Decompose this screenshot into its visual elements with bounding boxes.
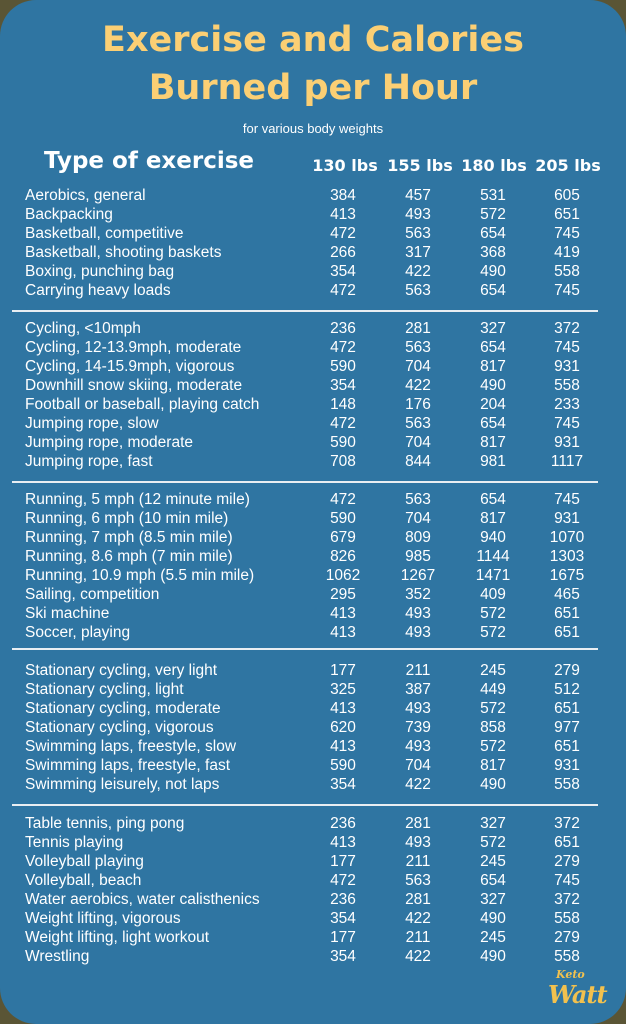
- calorie-value: 985: [405, 548, 431, 566]
- calorie-value: 590: [330, 434, 356, 452]
- calorie-value: 211: [405, 853, 431, 871]
- calorie-value: 422: [405, 776, 431, 794]
- calorie-value: 1303: [549, 548, 585, 566]
- calorie-value: 745: [554, 491, 580, 508]
- table-row: [0, 605, 626, 624]
- calorie-value: 281: [405, 320, 431, 337]
- calorie-value: 413: [330, 624, 356, 642]
- exercise-name: Weight lifting, light workout: [25, 929, 210, 947]
- exercise-name: Football or baseball, playing catch: [25, 396, 260, 414]
- calorie-value: 931: [554, 510, 580, 528]
- calorie-value: 279: [554, 662, 580, 679]
- calorie-value: 493: [405, 605, 431, 623]
- calorie-value: 590: [330, 358, 356, 376]
- section-divider: [12, 648, 598, 650]
- calorie-value: 590: [330, 757, 356, 775]
- calorie-value: 651: [554, 738, 580, 756]
- calorie-value: 493: [405, 700, 431, 718]
- calorie-value: 654: [480, 339, 506, 357]
- exercise-name: Table tennis, ping pong: [25, 815, 185, 832]
- calorie-value: 563: [405, 491, 431, 508]
- calorie-value: 620: [330, 719, 356, 737]
- keto-watt-logo: [546, 968, 606, 1014]
- calorie-value: 372: [554, 320, 580, 337]
- table-row: [0, 815, 626, 834]
- calorie-value: 354: [330, 377, 356, 395]
- calorie-value: 572: [480, 700, 506, 718]
- calorie-value: 844: [405, 453, 431, 471]
- calorie-value: 531: [480, 187, 506, 204]
- calorie-value: 176: [405, 396, 431, 414]
- calorie-value: 931: [554, 757, 580, 775]
- calorie-value: 245: [480, 662, 506, 679]
- calorie-value: 704: [405, 757, 431, 775]
- exercise-name: Cycling, <10mph: [25, 320, 141, 337]
- calorie-value: 654: [480, 491, 506, 508]
- calorie-value: 654: [480, 872, 506, 890]
- table-row: [0, 510, 626, 529]
- exercise-name: Ski machine: [25, 605, 110, 623]
- column-header-130: 130 lbs: [312, 156, 378, 175]
- table-row: [0, 719, 626, 738]
- calorie-value: 572: [480, 624, 506, 642]
- calorie-value: 177: [330, 853, 356, 871]
- calorie-value: 211: [405, 929, 431, 947]
- column-header-180: 180 lbs: [461, 156, 527, 175]
- calorie-value: 236: [330, 815, 356, 832]
- calorie-value: 493: [405, 738, 431, 756]
- calorie-value: 449: [480, 681, 506, 699]
- calorie-value: 745: [554, 339, 580, 357]
- exercise-name: Basketball, shooting baskets: [25, 244, 222, 262]
- calorie-value: 558: [554, 263, 580, 281]
- exercise-name: Stationary cycling, moderate: [25, 700, 221, 718]
- calorie-value: 817: [480, 757, 506, 775]
- calorie-value: 654: [480, 415, 506, 433]
- table-row: [0, 567, 626, 586]
- calorie-value: 572: [480, 206, 506, 224]
- calorie-value: 739: [405, 719, 431, 737]
- calorie-value: 1675: [549, 567, 585, 585]
- calorie-value: 354: [330, 263, 356, 281]
- table-row: [0, 776, 626, 795]
- calorie-value: 211: [405, 662, 431, 679]
- table-row: [0, 548, 626, 567]
- calorie-value: 817: [480, 510, 506, 528]
- table-row: [0, 244, 626, 263]
- exercise-name: Jumping rope, moderate: [25, 434, 194, 452]
- calorie-value: 679: [330, 529, 356, 547]
- calorie-value: 236: [330, 891, 356, 909]
- calorie-value: 563: [405, 415, 431, 433]
- title-line-2: Burned per Hour: [148, 68, 478, 108]
- exercise-name: Water aerobics, water calisthenics: [25, 891, 260, 909]
- exercise-name: Boxing, punching bag: [25, 263, 175, 281]
- table-row: [0, 434, 626, 453]
- calorie-value: 493: [405, 624, 431, 642]
- table-row: [0, 339, 626, 358]
- calorie-value: 387: [405, 681, 431, 699]
- calorie-value: 279: [554, 853, 580, 871]
- exercise-name: Swimming leisurely, not laps: [25, 776, 220, 794]
- calorie-value: 245: [480, 929, 506, 947]
- exercise-name: Swimming laps, freestyle, fast: [25, 757, 231, 775]
- column-header-205: 205 lbs: [535, 156, 601, 175]
- exercise-name: Volleyball, beach: [25, 872, 142, 890]
- table-row: [0, 948, 626, 967]
- calorie-value: 457: [405, 187, 431, 204]
- calorie-value: 704: [405, 434, 431, 452]
- exercise-name: Volleyball playing: [25, 853, 144, 871]
- calorie-value: 1471: [475, 567, 511, 585]
- calorie-value: 981: [480, 453, 506, 471]
- exercise-name: Tennis playing: [25, 834, 124, 852]
- calorie-value: 745: [554, 225, 580, 243]
- table-row: [0, 700, 626, 719]
- calorie-value: 931: [554, 358, 580, 376]
- calorie-value: 372: [554, 815, 580, 832]
- calorie-value: 745: [554, 415, 580, 433]
- logo-line-2: Watt: [548, 980, 607, 1009]
- calorie-value: 490: [480, 377, 506, 395]
- table-row: [0, 358, 626, 377]
- calorie-value: 817: [480, 358, 506, 376]
- calorie-value: 563: [405, 339, 431, 357]
- calorie-value: 858: [480, 719, 506, 737]
- calorie-value: 472: [330, 339, 356, 357]
- table-row: [0, 929, 626, 948]
- table-row: [0, 225, 626, 244]
- section-divider: [12, 804, 598, 806]
- table-row: [0, 206, 626, 225]
- section-divider: [12, 310, 598, 312]
- table-row: [0, 415, 626, 434]
- calorie-value: 422: [405, 910, 431, 928]
- exercise-name: Aerobics, general: [25, 187, 146, 204]
- exercise-name: Running, 5 mph (12 minute mile): [25, 491, 250, 508]
- calorie-value: 493: [405, 834, 431, 852]
- exercise-name: Running, 10.9 mph (5.5 min mile): [25, 567, 255, 585]
- subtitle: for various body weights: [242, 121, 384, 136]
- calorie-value: 651: [554, 834, 580, 852]
- table-row: [0, 910, 626, 929]
- exercise-name: Basketball, competitive: [25, 225, 184, 243]
- calorie-value: 422: [405, 948, 431, 966]
- calorie-value: 233: [554, 396, 580, 414]
- calorie-value: 708: [330, 453, 356, 471]
- calorie-value: 422: [405, 377, 431, 395]
- calorie-value: 295: [330, 586, 356, 604]
- table-row: [0, 586, 626, 605]
- column-header-type: Type of exercise: [44, 148, 255, 174]
- calorie-value: 327: [480, 320, 506, 337]
- exercise-name: Running, 6 mph (10 min mile): [25, 510, 229, 528]
- calorie-value: 422: [405, 263, 431, 281]
- calorie-value: 651: [554, 700, 580, 718]
- calorie-value: 148: [330, 396, 356, 414]
- calorie-value: 826: [330, 548, 356, 566]
- calorie-value: 472: [330, 491, 356, 508]
- calorie-value: 651: [554, 624, 580, 642]
- exercise-name: Soccer, playing: [25, 624, 131, 642]
- calorie-value: 465: [554, 586, 580, 604]
- exercise-name: Stationary cycling, very light: [25, 662, 218, 679]
- title-line-1: Exercise and Calories: [102, 20, 524, 60]
- table-row: [0, 662, 626, 681]
- calorie-value: 266: [330, 244, 356, 262]
- calorie-value: 704: [405, 510, 431, 528]
- calorie-value: 1117: [550, 453, 584, 471]
- calorie-value: 472: [330, 415, 356, 433]
- calorie-value: 352: [405, 586, 431, 604]
- calorie-value: 558: [554, 948, 580, 966]
- calorie-value: 572: [480, 605, 506, 623]
- calorie-value: 384: [330, 187, 356, 204]
- calorie-value: 372: [554, 891, 580, 909]
- table-row: [0, 757, 626, 776]
- calorie-value: 563: [405, 282, 431, 300]
- calorie-value: 245: [480, 853, 506, 871]
- table-row: [0, 282, 626, 301]
- calorie-value: 413: [330, 605, 356, 623]
- table-row: [0, 187, 626, 206]
- calorie-value: 572: [480, 834, 506, 852]
- calorie-value: 572: [480, 738, 506, 756]
- calorie-value: 1267: [400, 567, 436, 585]
- calorie-value: 1144: [476, 548, 510, 566]
- table-row: [0, 453, 626, 472]
- calorie-value: 236: [330, 320, 356, 337]
- calorie-value: 590: [330, 510, 356, 528]
- calorie-value: 704: [405, 358, 431, 376]
- table-row: [0, 738, 626, 757]
- calorie-value: 563: [405, 872, 431, 890]
- calorie-value: 413: [330, 206, 356, 224]
- calorie-value: 419: [554, 244, 580, 262]
- table-row: [0, 853, 626, 872]
- calorie-value: 327: [480, 815, 506, 832]
- table-row: [0, 529, 626, 548]
- calorie-value: 745: [554, 282, 580, 300]
- calorie-value: 558: [554, 377, 580, 395]
- calorie-value: 317: [405, 244, 431, 262]
- calorie-value: 654: [480, 282, 506, 300]
- calorie-value: 472: [330, 282, 356, 300]
- calorie-value: 354: [330, 776, 356, 794]
- calorie-value: 472: [330, 872, 356, 890]
- exercise-name: Backpacking: [25, 206, 113, 224]
- calorie-value: 651: [554, 605, 580, 623]
- calorie-value: 931: [554, 434, 580, 452]
- calorie-value: 817: [480, 434, 506, 452]
- calorie-value: 279: [554, 929, 580, 947]
- calorie-value: 177: [330, 662, 356, 679]
- calorie-value: 490: [480, 948, 506, 966]
- exercise-name: Running, 7 mph (8.5 min mile): [25, 529, 233, 547]
- logo-line-1: Keto: [556, 968, 585, 981]
- exercise-name: Wrestling: [25, 948, 90, 966]
- table-row: [0, 320, 626, 339]
- table-row: [0, 891, 626, 910]
- calorie-value: 654: [480, 225, 506, 243]
- exercise-name: Jumping rope, fast: [25, 453, 153, 471]
- calorie-value: 413: [330, 834, 356, 852]
- table-row: [0, 834, 626, 853]
- calorie-value: 490: [480, 776, 506, 794]
- exercise-name: Swimming laps, freestyle, slow: [25, 738, 237, 756]
- table-row: [0, 872, 626, 891]
- calorie-value: 281: [405, 891, 431, 909]
- table-row: [0, 681, 626, 700]
- calorie-value: 558: [554, 910, 580, 928]
- calorie-value: 413: [330, 700, 356, 718]
- calorie-value: 472: [330, 225, 356, 243]
- exercise-name: Weight lifting, vigorous: [25, 910, 181, 928]
- calorie-value: 651: [554, 206, 580, 224]
- column-header-155: 155 lbs: [387, 156, 453, 175]
- calorie-value: 493: [405, 206, 431, 224]
- table-row: [0, 396, 626, 415]
- table-row: [0, 263, 626, 282]
- calorie-value: 1062: [325, 567, 361, 585]
- exercise-name: Downhill snow skiing, moderate: [25, 377, 243, 395]
- calorie-value: 512: [554, 681, 580, 699]
- exercise-name: Jumping rope, slow: [25, 415, 159, 433]
- calorie-value: 940: [480, 529, 506, 547]
- calorie-value: 605: [554, 187, 580, 204]
- calorie-value: 354: [330, 910, 356, 928]
- table-row: [0, 377, 626, 396]
- calorie-value: 204: [480, 396, 506, 414]
- exercise-name: Stationary cycling, vigorous: [25, 719, 214, 737]
- exercise-name: Cycling, 14-15.9mph, vigorous: [25, 358, 235, 376]
- calorie-value: 1070: [549, 529, 585, 547]
- section-divider: [12, 481, 598, 483]
- calorie-value: 413: [330, 738, 356, 756]
- calorie-value: 327: [480, 891, 506, 909]
- calorie-value: 354: [330, 948, 356, 966]
- exercise-name: Running, 8.6 mph (7 min mile): [25, 548, 233, 566]
- calorie-value: 368: [480, 244, 506, 262]
- calorie-value: 325: [330, 681, 356, 699]
- exercise-name: Carrying heavy loads: [25, 282, 171, 300]
- table-row: [0, 491, 626, 510]
- calorie-value: 563: [405, 225, 431, 243]
- exercise-name: Sailing, competition: [25, 586, 160, 604]
- calorie-value: 977: [554, 719, 580, 737]
- calorie-value: 809: [405, 529, 431, 547]
- calorie-value: 745: [554, 872, 580, 890]
- calorie-value: 490: [480, 910, 506, 928]
- calorie-value: 177: [330, 929, 356, 947]
- exercise-name: Cycling, 12-13.9mph, moderate: [25, 339, 242, 357]
- calorie-value: 490: [480, 263, 506, 281]
- calorie-value: 558: [554, 776, 580, 794]
- calorie-value: 409: [480, 586, 506, 604]
- table-row: [0, 624, 626, 643]
- calorie-value: 281: [405, 815, 431, 832]
- exercise-name: Stationary cycling, light: [25, 681, 184, 699]
